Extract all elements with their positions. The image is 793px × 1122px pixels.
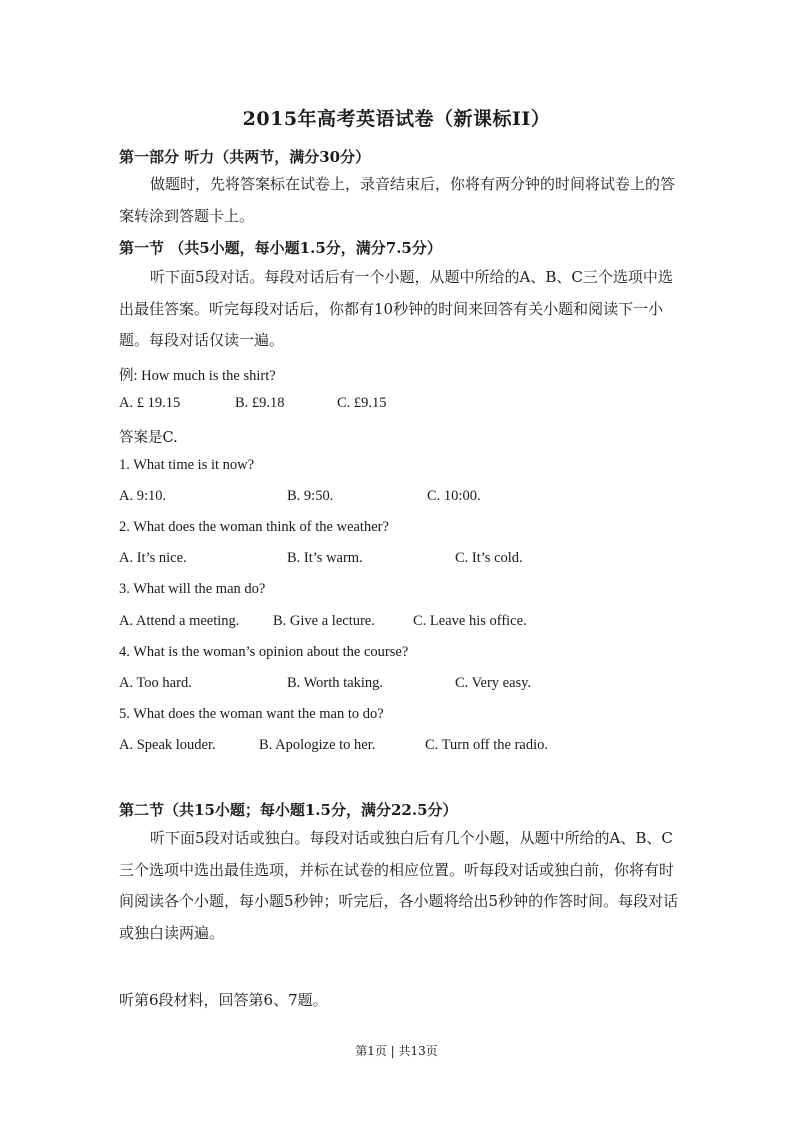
q1-option-c: C. 10:00. [427,488,481,504]
section1-intro: 听下面5段对话。每段对话后有一个小题，从题中所给的A、B、C三个选项中选出最佳答案。听完每段对话后，你都有10秒钟的时间来回答有关小题和阅读下一小题。每段对话仅读一遍。 [119,268,673,349]
q1-option-a: A. 9:10. [119,488,167,504]
example-answer: 答案是C. [119,430,178,446]
section2-intro: 听下面5段对话或独白。每段对话或独白后有几个小题，从题中所给的A、B、C三个选项中选出最佳选项，并标在试卷的相应位置。听每段对话或独白前，你将有时间阅读各个小题，每小题5秒钟；听完后，各小题将给出5秒钟的作答时间。每段对话或独白读两遍。 [119,829,679,942]
q3-option-b: B. Give a lecture. [273,613,375,629]
q3-option-c: C. Leave his office. [413,613,527,629]
example-option-b: B. £9.18 [235,395,285,411]
page-title: 2015年高考英语试卷（新课标II） [242,108,551,130]
q4-option-b: B. Worth taking. [287,675,384,691]
q5-option-c: C. Turn off the radio. [425,737,548,753]
q2-option-b: B. It’s warm. [287,550,363,566]
page-footer: 第1页 | 共13页 [355,1044,438,1058]
question-4: 4. What is the woman’s opinion about the course? [119,644,409,660]
example-question: 例: How much is the shirt? [119,368,276,384]
example-option-c: C. £9.15 [337,395,387,411]
question-5: 5. What does the woman want the man to do? [119,706,384,722]
q5-option-b: B. Apologize to her. [259,737,376,753]
q4-option-a: A. Too hard. [119,675,192,691]
q3-option-a: A. Attend a meeting. [119,613,240,629]
material-6-instruction: 听第6段材料，回答第6、7题。 [119,991,328,1009]
question-3: 3. What will the man do? [119,581,266,597]
question-1: 1. What time is it now? [119,457,255,473]
q2-option-a: A. It’s nice. [119,550,187,566]
q5-option-a: A. Speak louder. [119,737,216,753]
section2-heading: 第二节（共15小题；每小题1.5分，满分22.5分） [119,801,458,819]
part1-heading: 第一部分 听力（共两节，满分30分） [119,148,371,166]
q4-option-c: C. Very easy. [455,675,532,691]
section1-heading: 第一节 （共5小题，每小题1.5分，满分7.5分） [119,239,442,257]
q1-option-b: B. 9:50. [287,488,334,504]
question-2: 2. What does the woman think of the weather? [119,519,389,535]
q2-option-c: C. It’s cold. [455,550,523,566]
example-option-a: A. £ 19.15 [119,395,181,411]
part1-intro: 做题时，先将答案标在试卷上，录音结束后，你将有两分钟的时间将试卷上的答案转涂到答题卡上。 [119,175,676,225]
